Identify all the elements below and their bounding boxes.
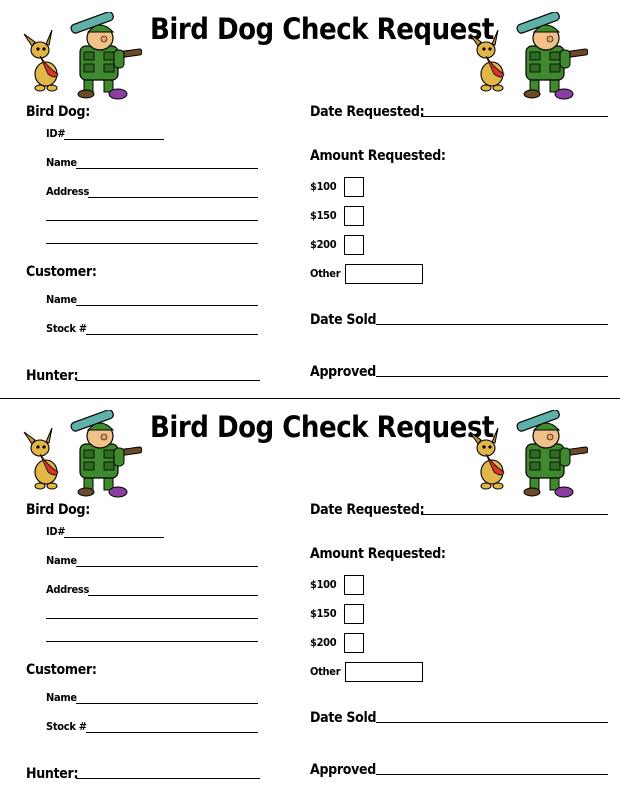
hunter-field[interactable] [76,778,260,779]
bird-dog-heading: Bird Dog: [26,104,90,120]
amount-option-150-checkbox[interactable] [344,604,364,624]
date-requested-label: Date Requested: [310,104,425,120]
bird-dog-id-field[interactable] [64,139,164,140]
customer-name-label: Name [46,691,77,704]
bird-dog-id-field[interactable] [64,537,164,538]
hunter-label: Hunter: [26,766,79,782]
bird-dog-address-field[interactable] [88,595,258,596]
date-sold-field[interactable] [376,324,608,325]
bird-dog-address-line-2[interactable] [46,618,258,619]
amount-requested-heading: Amount Requested: [310,546,446,562]
amount-option-200-checkbox[interactable] [344,633,364,653]
hunter-with-dog-illustration-icon [464,12,588,100]
bird-dog-name-label: Name [46,156,77,169]
bird-dog-name-label: Name [46,554,77,567]
customer-stock-label: Stock # [46,322,87,335]
approved-label: Approved [310,364,377,380]
form-title: Bird Dog Check Request [150,12,494,46]
hunter-with-dog-illustration-icon [18,12,142,100]
bird-dog-id-label: ID# [46,127,66,140]
amount-other-label: Other [310,665,341,678]
bird-dog-name-field[interactable] [76,566,258,567]
amount-option-150-label: $150 [310,607,337,620]
hunter-with-dog-illustration-icon [18,410,142,498]
hunter-field[interactable] [76,380,260,381]
bird-dog-address-label: Address [46,185,90,198]
date-sold-label: Date Sold [310,312,377,328]
date-requested-field[interactable] [421,514,608,515]
amount-option-200-checkbox[interactable] [344,235,364,255]
date-requested-label: Date Requested: [310,502,425,518]
bird-dog-address-line-3[interactable] [46,641,258,642]
date-sold-label: Date Sold [310,710,377,726]
amount-option-100-label: $100 [310,180,337,193]
amount-other-label: Other [310,267,341,280]
amount-other-field[interactable] [345,662,423,682]
bird-dog-heading: Bird Dog: [26,502,90,518]
check-request-form-1 [0,0,620,395]
customer-heading: Customer: [26,264,97,280]
amount-requested-heading: Amount Requested: [310,148,446,164]
amount-option-150-checkbox[interactable] [344,206,364,226]
bird-dog-address-label: Address [46,583,90,596]
check-request-form-2 [0,398,620,793]
customer-name-field[interactable] [76,703,258,704]
form-title: Bird Dog Check Request [150,410,494,444]
amount-option-150-label: $150 [310,209,337,222]
approved-label: Approved [310,762,377,778]
amount-option-100-checkbox[interactable] [344,575,364,595]
bird-dog-address-line-3[interactable] [46,243,258,244]
customer-name-field[interactable] [76,305,258,306]
amount-option-200-label: $200 [310,238,337,251]
date-sold-field[interactable] [376,722,608,723]
amount-option-100-checkbox[interactable] [344,177,364,197]
amount-option-100-label: $100 [310,578,337,591]
approved-field[interactable] [376,376,608,377]
customer-heading: Customer: [26,662,97,678]
date-requested-field[interactable] [421,116,608,117]
customer-stock-field[interactable] [86,732,258,733]
bird-dog-name-field[interactable] [76,168,258,169]
approved-field[interactable] [376,774,608,775]
amount-other-field[interactable] [345,264,423,284]
amount-option-200-label: $200 [310,636,337,649]
bird-dog-id-label: ID# [46,525,66,538]
bird-dog-address-line-2[interactable] [46,220,258,221]
hunter-with-dog-illustration-icon [464,410,588,498]
customer-name-label: Name [46,293,77,306]
hunter-label: Hunter: [26,368,79,384]
customer-stock-label: Stock # [46,720,87,733]
customer-stock-field[interactable] [86,334,258,335]
bird-dog-address-field[interactable] [88,197,258,198]
